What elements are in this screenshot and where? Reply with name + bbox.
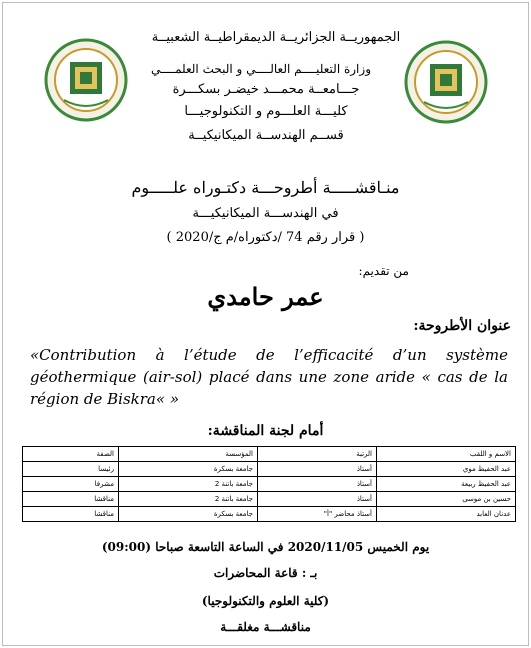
member-name: حسين بن موسى [377,492,516,507]
decree-number: ( قرار رقم 74 /دكتوراه/م ج/2020 ) [166,230,365,245]
defense-place: بـ : قاعة المحاضرات [213,566,318,580]
member-institution: جامعة بسكرة [119,507,258,522]
university-emblem-icon [404,40,488,124]
faculty-line: كليـــة العلـــوم و التكنولوجيـــا [184,104,348,119]
university-logo-left [44,38,128,122]
table-row [23,492,516,507]
member-rank: أستاذ [258,492,377,507]
member-role: مشرفا [23,477,119,492]
defense-status: مناقشـــة مغلقـــة [220,620,311,634]
table-row [23,462,516,477]
defense-title: منـاقشـــــة أطروحـــة دكتـوراه علـــــوم [131,178,400,197]
faculty-name: (كلية العلوم والتكنولوجيا) [201,594,330,608]
member-institution: جامعة بسكرة [119,462,258,477]
jury-label: أمام لجنة المناقشة: [207,423,324,439]
member-role: رئيسا [23,462,119,477]
table-row [23,507,516,522]
department-line: قســم الهندســة الميكانيكيــة [188,128,344,143]
republic-line: الجمهوريــة الجزائريــة الديمقراطيــة الشعبيــة [151,30,401,45]
member-name: عبد الحفيظ موي [377,462,516,477]
member-rank: أستاذ [258,477,377,492]
university-logo-right [404,40,488,124]
col-institution: المؤسسة [119,447,258,462]
member-institution: جامعة باتنة 2 [119,492,258,507]
jury-header-row [23,447,516,462]
table-row [23,477,516,492]
defense-date: يوم الخميس 2020/11/05 في الساعة التاسعة صباحا (09:00) [101,540,430,554]
col-role: الصفة [23,447,119,462]
col-rank: الرتبة [258,447,377,462]
member-name: عبد الحفيظ ربيعة [377,477,516,492]
col-name: الاسم و اللقب [377,447,516,462]
university-line: جـــامعــة محمـــد خيضـر بسكـــرة [172,82,360,97]
member-institution: جامعة باتنة 2 [119,477,258,492]
thesis-title: «Contribution à l’étude de l’efficacité d’un système géothermique (air-sol) placé dans une zone aride « cas de la région de Biskra« » [30,346,508,408]
member-rank: أستاذ [258,462,377,477]
member-name: عدنان العابد [377,507,516,522]
member-rank: أستاذ محاضر "أ" [258,507,377,522]
thesis-label: عنوان الأطروحة: [413,318,511,334]
university-emblem-icon [44,38,128,122]
member-role: مناقشا [23,492,119,507]
ministry-line: وزارة التعليــــم العالــــي و البحث العلمــــي [151,62,371,76]
defense-field: في الهندســـة الميكانيكيـــة [192,206,339,221]
member-role: مناقشا [23,507,119,522]
presented-by-label: من تقديم: [358,264,409,278]
candidate-name: عمر حامدي [207,282,324,311]
jury-table [22,446,516,522]
